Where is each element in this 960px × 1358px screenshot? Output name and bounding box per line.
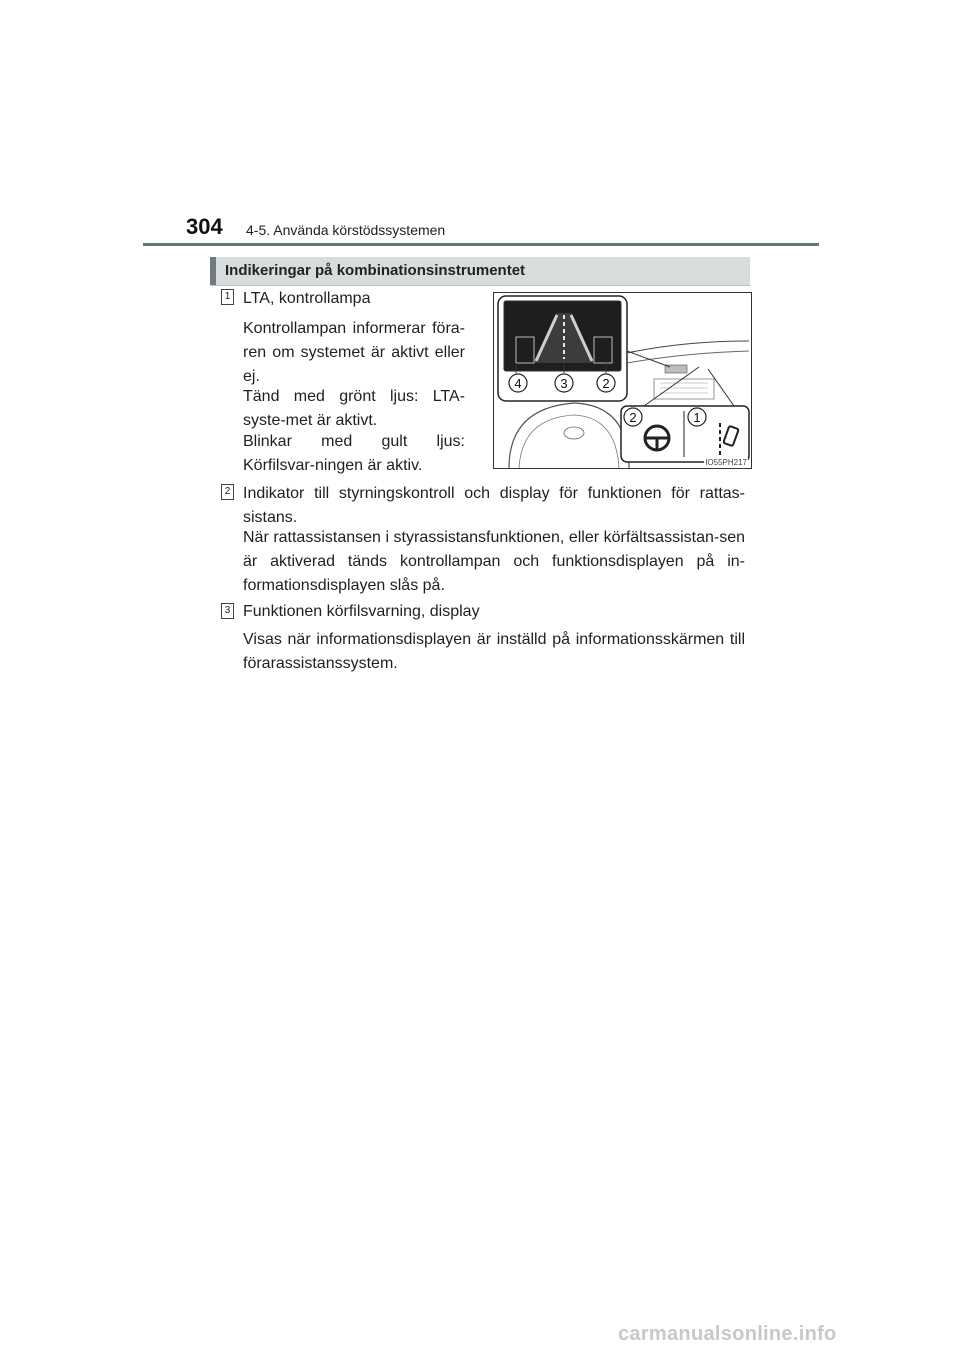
leader-line-3 <box>708 369 734 406</box>
dashboard-top-line-2 <box>627 351 749 363</box>
subheading-accent <box>210 257 216 285</box>
wheel-logo <box>564 427 584 439</box>
callout-2-bottom-label: 2 <box>629 410 637 425</box>
figure-code: IO55PH217 <box>705 458 747 467</box>
dashboard-illustration <box>494 293 751 468</box>
item-3-para-1: Visas när informationsdisplayen är inställd på informationsskärmen till förarassistanssystem. <box>243 631 745 672</box>
item-2-badge: 2 <box>221 484 234 500</box>
header-rule <box>143 243 819 246</box>
section-title: 4-5. Använda körstödssystemen <box>246 222 446 238</box>
watermark: carmanualsonline.info <box>618 1323 837 1345</box>
page-number: 304 <box>186 214 223 239</box>
item-3-badge: 3 <box>221 603 234 619</box>
item-1-para-2: Tänd med grönt ljus: LTA-syste-met är aktivt. <box>243 388 465 429</box>
subheading-text: Indikeringar på kombinationsinstrumentet <box>225 262 526 279</box>
callout-4-label: 4 <box>514 376 522 391</box>
dashboard-top-line <box>627 341 749 353</box>
item-3-title: Funktionen körfilsvarning, display <box>243 603 480 620</box>
item-1-para-1: Kontrollampan informerar föra-ren om systemet är aktivt eller ej. <box>243 320 465 385</box>
item-2-title: Indikator till styrningskontroll och display för funktionen för rattas-sistans. <box>243 485 745 526</box>
callout-3-label: 3 <box>560 376 568 391</box>
item-2-para-1: När rattassistansen i styrassistansfunktionen, eller körfältsassistan-sen är aktiverad tänds kontrollampan och funktionsdisplayen på in-formationsdisplayen slås på. <box>243 529 745 594</box>
leader-line-1 <box>627 351 670 367</box>
subheading-bar <box>210 257 750 286</box>
callout-1-label: 1 <box>693 410 701 425</box>
callout-2-top-label: 2 <box>602 376 610 391</box>
vent <box>654 379 714 399</box>
dashboard-figure <box>493 292 752 469</box>
item-1-para-3: Blinkar med gult ljus: Körfilsvar-ningen är aktiv. <box>243 433 465 474</box>
item-1-title: LTA, kontrollampa <box>243 290 371 307</box>
item-1-badge: 1 <box>221 289 234 305</box>
